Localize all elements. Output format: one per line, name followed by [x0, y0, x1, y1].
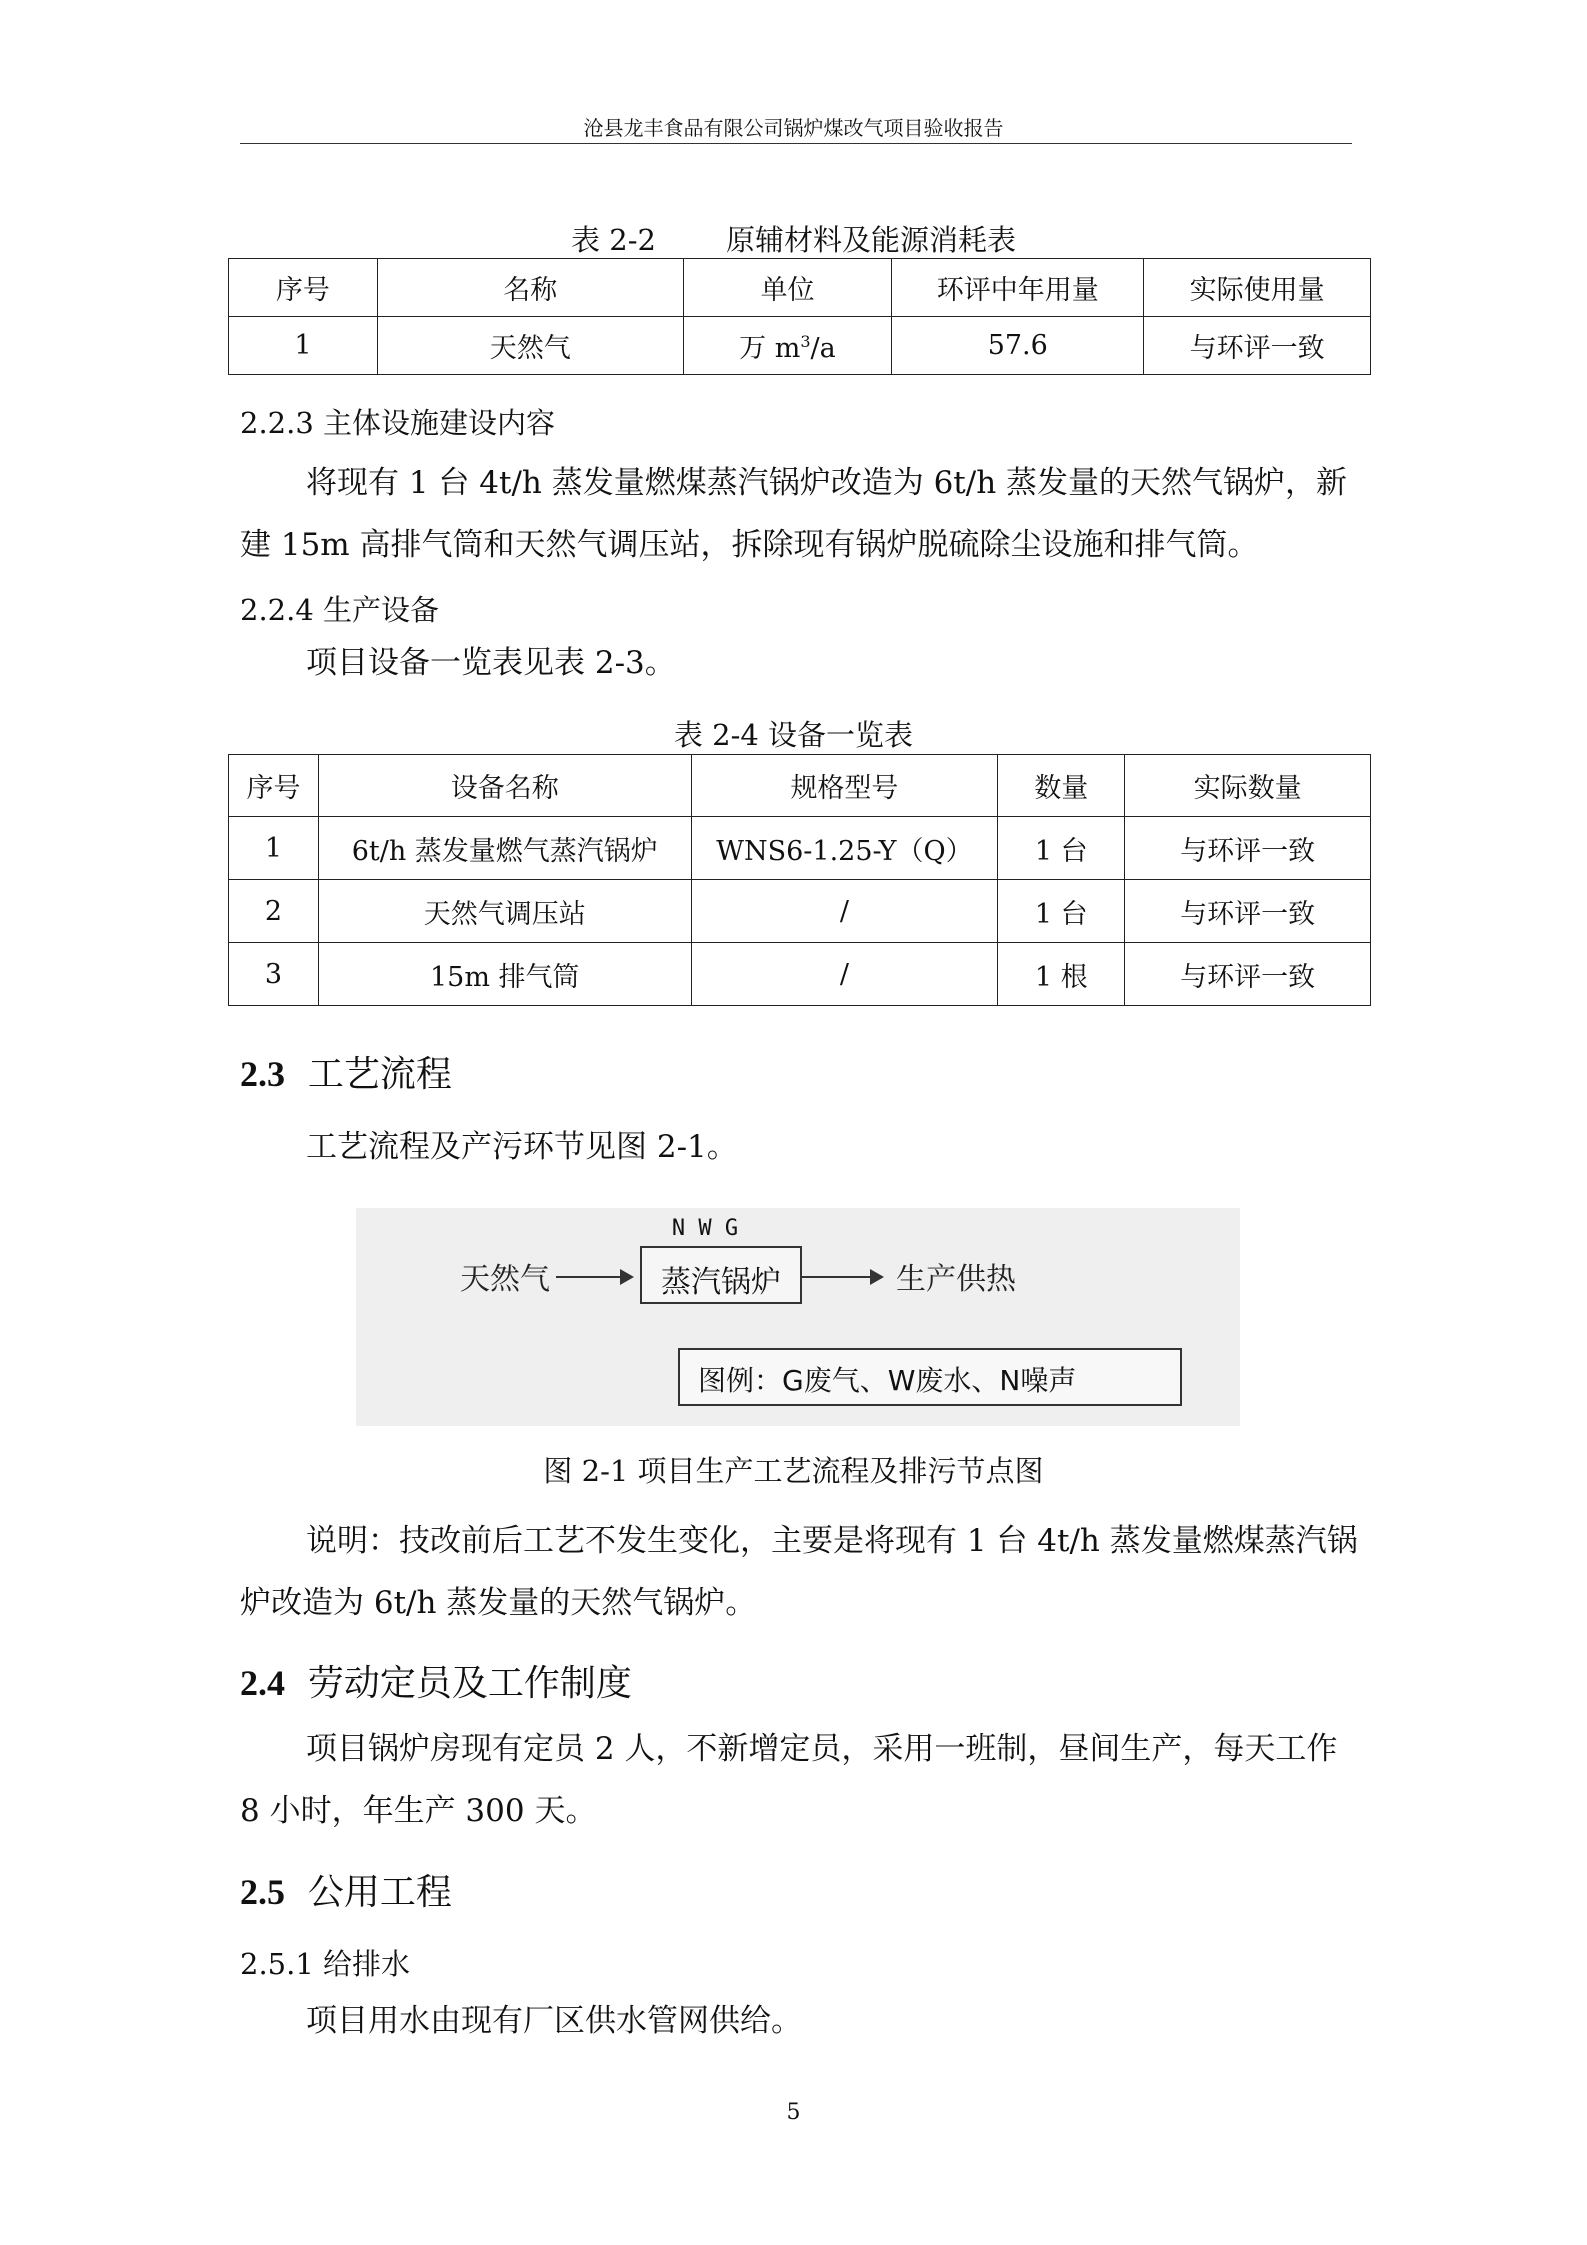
section-2-4-paragraph [240, 1718, 1352, 1842]
section-title: 工艺流程 [307, 1054, 452, 1095]
paragraph-line: 8 小时，年生产 300 天。 [240, 1793, 597, 1829]
cell-no: 1 [229, 317, 378, 375]
cell-unit [683, 317, 892, 375]
table-cell: 与环评一致 [1125, 880, 1371, 943]
header-cell: 实际数量 [1125, 755, 1371, 817]
section-2-2-3-heading: 2.2.3 主体设施建设内容 [240, 406, 556, 440]
cell-actual: 与环评一致 [1144, 317, 1371, 375]
table-header-row [229, 755, 1371, 817]
table-cell: 天然气调压站 [318, 880, 691, 943]
table-row [229, 817, 1371, 880]
table-2-2-caption-title: 原辅材料及能源消耗表 [725, 223, 1016, 257]
process-flow-figure [356, 1208, 1240, 1426]
table-cell: WNS6-1.25-Y（Q） [691, 817, 998, 880]
section-2-4-heading [240, 1655, 632, 1706]
arrow-right-icon [556, 1276, 632, 1278]
paragraph-line: 说明：技改前后工艺不发生变化，主要是将现有 1 台 4t/h 蒸发量燃煤蒸汽锅 [306, 1523, 1358, 1559]
paragraph-line: 将现有 1 台 4t/h 蒸发量燃煤蒸汽锅炉改造为 6t/h 蒸发量的天然气锅炉，新 [306, 465, 1348, 501]
header-divider [240, 143, 1352, 144]
section-number: 2.3 [240, 1054, 285, 1094]
unit-suffix: /a [810, 333, 836, 364]
table-cell: 1 根 [998, 943, 1125, 1006]
process-tags: N W G [671, 1216, 739, 1241]
figure-2-1-caption: 图 2-1 项目生产工艺流程及排污节点图 [543, 1454, 1044, 1488]
table-cell: 1 台 [998, 817, 1125, 880]
process-note [240, 1510, 1358, 1634]
table-header-row [229, 259, 1371, 317]
section-2-5-1-heading: 2.5.1 给排水 [240, 1947, 411, 1981]
header-cell: 规格型号 [691, 755, 998, 817]
table-row [229, 880, 1371, 943]
legend-box [678, 1348, 1182, 1406]
header-cell: 序号 [229, 755, 319, 817]
table-cell: / [691, 943, 998, 1006]
table-cell: 1 [229, 817, 319, 880]
section-2-2-4-text: 项目设备一览表见表 2-3。 [306, 645, 676, 681]
section-2-3-text: 工艺流程及产污环节见图 2-1。 [306, 1129, 738, 1165]
input-label: 天然气 [460, 1262, 550, 1297]
page-number: 5 [786, 2100, 801, 2125]
header-cell: 环评中年用量 [892, 259, 1144, 317]
header-cell: 设备名称 [318, 755, 691, 817]
section-number: 2.4 [240, 1663, 285, 1703]
unit-prefix: 万 m [739, 333, 801, 364]
table-row [229, 943, 1371, 1006]
process-label: 蒸汽锅炉 [661, 1265, 781, 1300]
legend-text: 图例：G废气、W废水、N噪声 [698, 1364, 1077, 1397]
table-cell: 15m 排气筒 [318, 943, 691, 1006]
arrow-right-icon [802, 1276, 882, 1278]
table-2-2-caption-number: 表 2-2 [571, 223, 656, 257]
paragraph-line: 建 15m 高排气筒和天然气调压站，拆除现有锅炉脱硫除尘设施和排气筒。 [240, 527, 1259, 563]
equipment-table [228, 754, 1371, 1006]
section-title: 公用工程 [307, 1872, 452, 1913]
materials-energy-table [228, 258, 1371, 375]
section-title: 劳动定员及工作制度 [307, 1663, 632, 1704]
header-cell: 名称 [377, 259, 683, 317]
header-cell: 数量 [998, 755, 1125, 817]
cell-name: 天然气 [377, 317, 683, 375]
paragraph-line: 项目锅炉房现有定员 2 人，不新增定员，采用一班制，昼间生产，每天工作 [306, 1731, 1338, 1767]
table-cell: 与环评一致 [1125, 943, 1371, 1006]
header-cell: 序号 [229, 259, 378, 317]
section-2-2-3-paragraph [240, 452, 1352, 576]
section-2-5-1-text: 项目用水由现有厂区供水管网供给。 [306, 2003, 802, 2039]
header-cell: 单位 [683, 259, 892, 317]
section-number: 2.5 [240, 1872, 285, 1912]
cell-planned: 57.6 [892, 317, 1144, 375]
table-row [229, 317, 1371, 375]
boiler-box [640, 1246, 802, 1304]
table-cell: 6t/h 蒸发量燃气蒸汽锅炉 [318, 817, 691, 880]
table-cell: 1 台 [998, 880, 1125, 943]
paragraph-line: 炉改造为 6t/h 蒸发量的天然气锅炉。 [240, 1585, 757, 1621]
table-cell: 与环评一致 [1125, 817, 1371, 880]
header-cell: 实际使用量 [1144, 259, 1371, 317]
table-2-2-caption [0, 218, 1587, 259]
table-cell: 3 [229, 943, 319, 1006]
table-cell: / [691, 880, 998, 943]
table-2-4-caption: 表 2-4 设备一览表 [673, 718, 914, 752]
section-2-3-heading [240, 1046, 452, 1097]
document-header-title: 沧县龙丰食品有限公司锅炉煤改气项目验收报告 [583, 116, 1004, 140]
section-2-2-4-heading: 2.2.4 生产设备 [240, 593, 440, 627]
output-label: 生产供热 [896, 1262, 1016, 1297]
section-2-5-heading [240, 1864, 452, 1915]
unit-superscript: 3 [800, 332, 811, 351]
table-cell: 2 [229, 880, 319, 943]
